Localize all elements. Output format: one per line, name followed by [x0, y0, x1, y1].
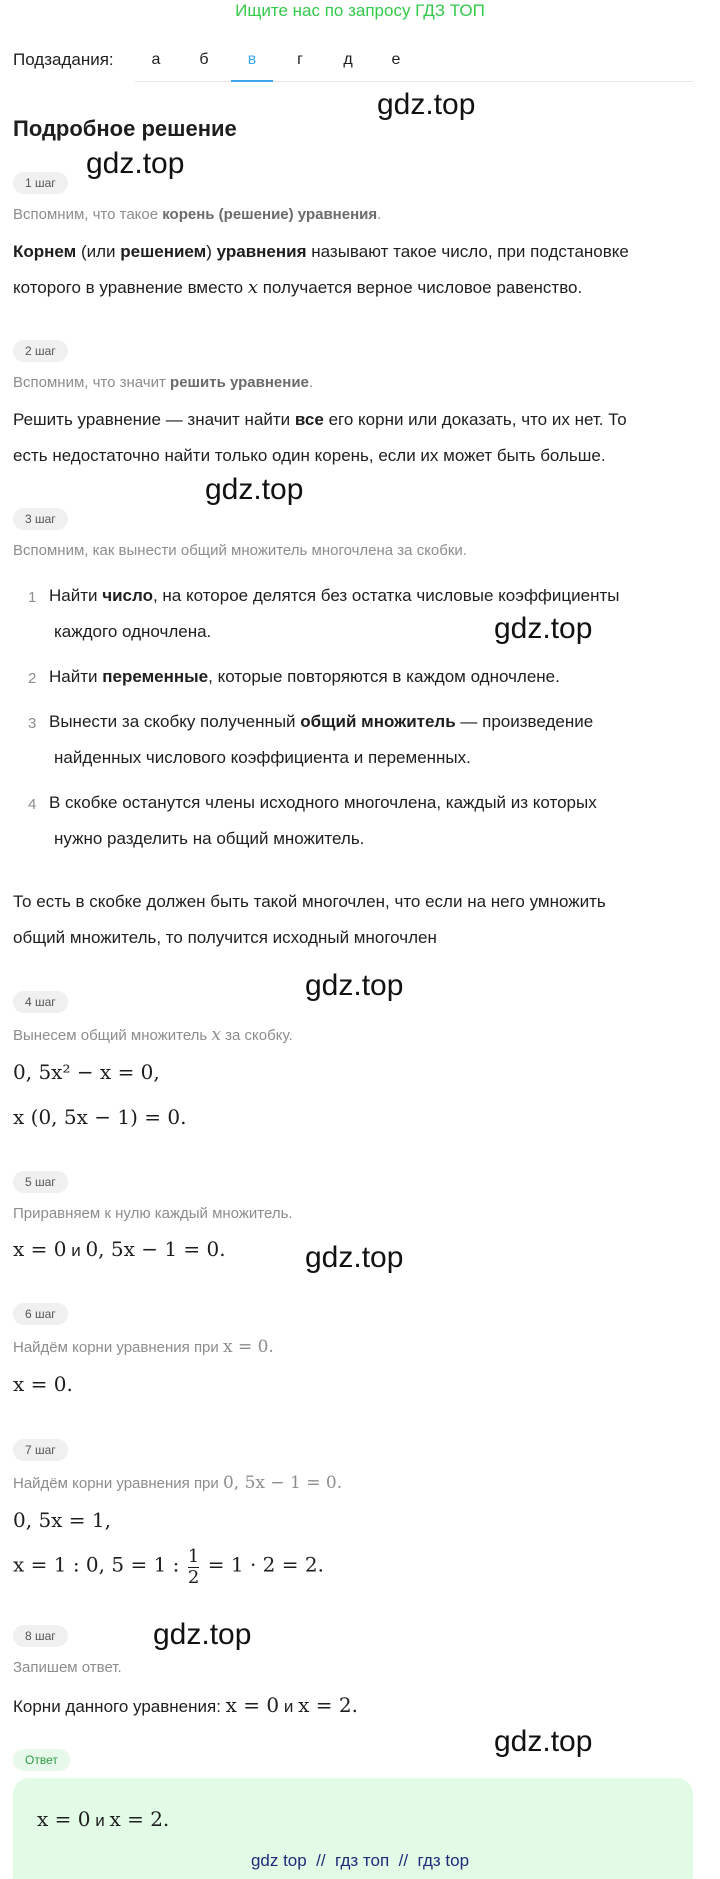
step-hint: Вспомним, что такое корень (решение) уравнения.	[13, 206, 382, 223]
watermark: gdz.top	[305, 969, 404, 1002]
tab-b[interactable]: б	[199, 51, 209, 68]
equation: x = 0 и 0, 5x − 1 = 0.	[13, 1237, 226, 1261]
tab-d[interactable]: д	[343, 51, 353, 68]
equation: 0, 5x² − x = 0,	[13, 1060, 160, 1084]
footer-links[interactable]: gdz top // гдз топ // гдз top	[250, 1851, 470, 1870]
equation: x = 1 : 0, 5 = 1 : $\frac{1}{2}$ = 1 · 2 = 2.	[13, 1546, 324, 1588]
answer-badge: Ответ	[13, 1749, 70, 1771]
watermark: gdz.top	[494, 1725, 593, 1758]
watermark: gdz.top	[494, 612, 593, 645]
equation: x (0, 5x − 1) = 0.	[13, 1105, 187, 1129]
step-badge: 2 шаг	[13, 340, 68, 362]
list-item: 4 В скобке останутся члены исходного многочлена, каждый из которых нужно разделить на общий множитель.	[28, 793, 597, 848]
step-badge: 4 шаг	[13, 991, 68, 1013]
subtasks-label: Подзадания:	[13, 50, 114, 69]
step-badge: 6 шаг	[13, 1303, 68, 1325]
step-hint: Запишем ответ.	[13, 1659, 122, 1676]
step-text: Решить уравнение — значит найти все его корни или доказать, что их нет. То есть недостаточно найти только один корень, если их может быть больше.	[13, 410, 627, 465]
tab-a[interactable]: а	[151, 51, 161, 68]
step-hint: Вспомним, как вынести общий множитель многочлена за скобки.	[13, 542, 467, 559]
list-item: 1 Найти число, на которое делятся без остатка числовые коэффициенты каждого одночлена.	[28, 586, 620, 641]
step-badge: 5 шаг	[13, 1171, 68, 1193]
equation: 0, 5x = 1,	[13, 1508, 111, 1532]
list-item: 3 Вынести за скобку полученный общий множитель — произведение найденных числового коэффициента и переменных.	[28, 712, 594, 767]
subtask-tabs	[135, 47, 693, 82]
equation: x = 0.	[13, 1372, 73, 1396]
step-badge: 1 шаг	[13, 172, 68, 194]
step-hint: Найдём корни уравнения при x = 0.	[13, 1337, 274, 1357]
watermark: gdz.top	[86, 147, 185, 180]
watermark: gdz.top	[153, 1618, 252, 1651]
step-text: Корнем (или решением) уравнения называют такое число, при подстановке которого в уравнение вместо x получается верное числовое равенство.	[13, 242, 629, 298]
search-banner: Ищите нас по запросу ГДЗ ТОП	[235, 1, 485, 20]
step-hint: Приравняем к нулю каждый множитель.	[13, 1205, 293, 1222]
step-hint: Вспомним, что значит решить уравнение.	[13, 374, 314, 391]
solution-heading: Подробное решение	[13, 116, 237, 141]
step-text: Корни данного уравнения: x = 0 и x = 2.	[13, 1693, 358, 1717]
numbered-list	[28, 578, 698, 866]
step-text: То есть в скобке должен быть такой многочлен, что если на него умножить общий множитель, то получится исходный многочлен	[13, 892, 606, 947]
step-hint: Найдём корни уравнения при 0, 5x − 1 = 0.	[13, 1473, 343, 1493]
step-badge: 8 шаг	[13, 1625, 68, 1647]
tab-g[interactable]: г	[297, 51, 303, 68]
list-item: 2 Найти переменные, которые повторяются в каждом одночлене.	[28, 667, 560, 687]
step-badge: 3 шаг	[13, 508, 68, 530]
tab-e[interactable]: е	[391, 51, 401, 68]
step-hint: Вынесем общий множитель x за скобку.	[13, 1025, 293, 1045]
watermark: gdz.top	[205, 473, 304, 506]
step-badge: 7 шаг	[13, 1439, 68, 1461]
tab-v[interactable]: в	[231, 51, 273, 82]
fraction: $\frac{1}{2}$	[187, 1546, 200, 1588]
watermark: gdz.top	[377, 88, 476, 121]
watermark: gdz.top	[305, 1241, 404, 1274]
answer-equation: x = 0 и x = 2.	[37, 1807, 170, 1831]
